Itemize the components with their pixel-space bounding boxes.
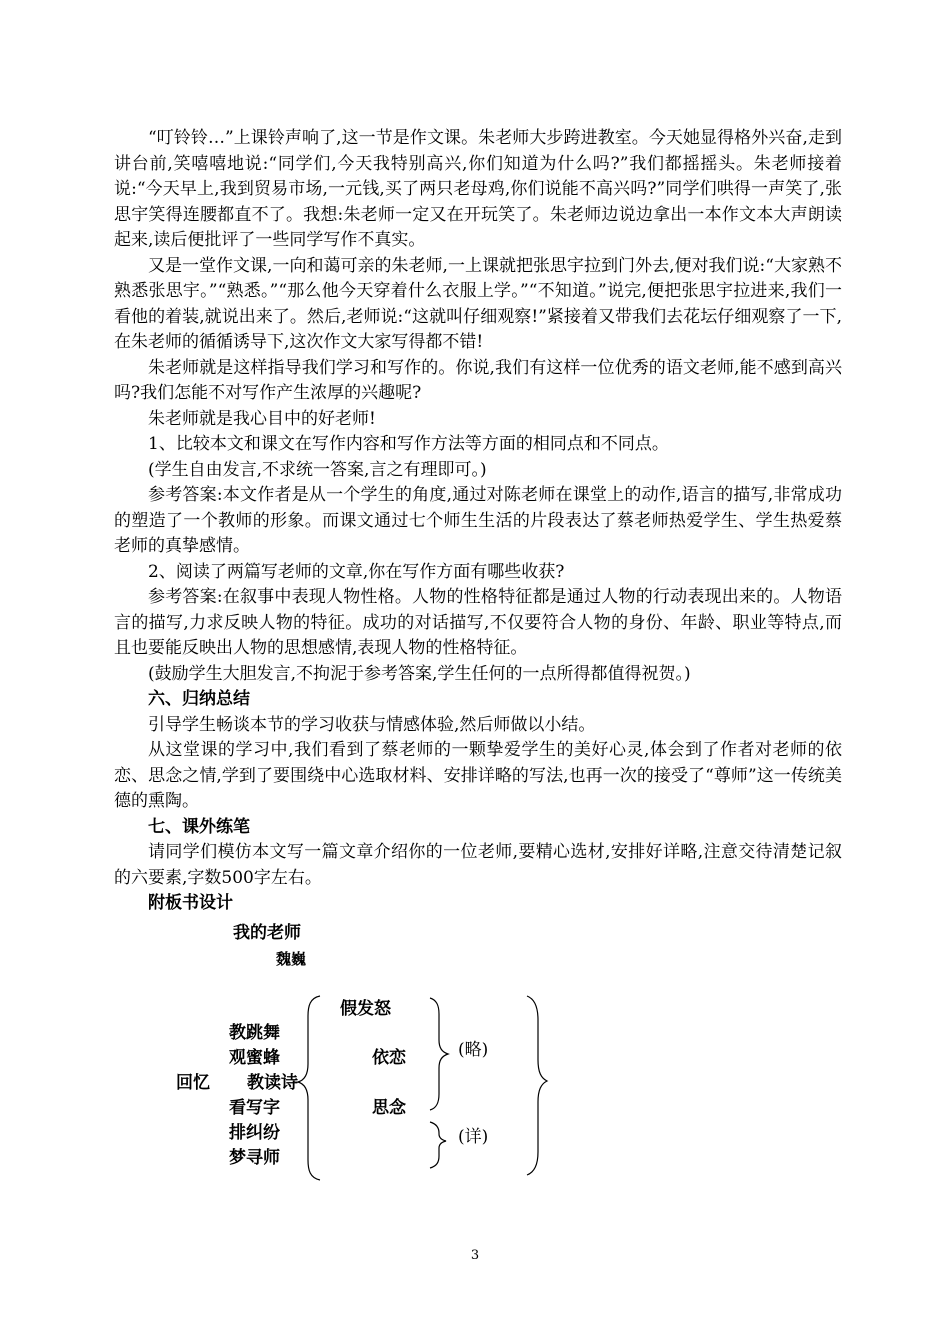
paragraph: 请同学们模仿本文写一篇文章介绍你的一位老师,要精心选材,安排好详略,注意交待清楚记叙的六要素,字数500字左右。 <box>114 842 842 888</box>
board-item: 教读诗 <box>247 1073 298 1093</box>
page-number: 3 <box>470 1248 480 1263</box>
paragraph: (学生自由发言,不求统一答案,言之有理即可。) <box>148 459 487 480</box>
question-2: 2、阅读了两篇写老师的文章,你在写作方面有哪些收获? <box>148 561 565 582</box>
board-author: 魏巍 <box>276 950 307 968</box>
board-item: 教跳舞 <box>229 1023 280 1043</box>
answer-2: 参考答案:在叙事中表现人物性格。人物的性格特征都是通过人物的行动表现出来的。人物语言的描写,力求反映人物的特征。成功的对话描写,不仅要符合人物的身份、年龄、职业等特点,而且也要能反映出人物的思想感情,表现人物的性格特征。 <box>114 587 842 658</box>
paragraph: 从这堂课的学习中,我们看到了蔡老师的一颗挚爱学生的美好心灵,体会到了作者对老师的依恋、思念之情,学到了要围绕中心选取材料、安排详略的写法,也再一次的接受了“尊师”这一传统美德的熏陶。 <box>114 740 842 811</box>
board-heading: 附板书设计 <box>148 893 233 913</box>
middle-brace-brief <box>430 998 448 1110</box>
board-middle-item: 依恋 <box>372 1048 406 1068</box>
board-left-label: 回忆 <box>176 1073 210 1093</box>
paragraph: 引导学生畅谈本节的学习收获与情感体验,然后师做以小结。 <box>148 714 596 735</box>
paragraph: 朱老师就是我心目中的好老师! <box>148 408 376 429</box>
board-item: 排纠纷 <box>229 1123 280 1143</box>
paragraph: “叮铃铃…”上课铃声响了,这一节是作文课。朱老师大步跨进教室。今天她显得格外兴奋,走到讲台前,笑嘻嘻地说:“同学们,今天我特别高兴,你们知道为什么吗?”我们都摇摇头。朱老师接着说:“今天早上,我到贸易市场,一元钱,买了两只老母鸡,你们说能不高兴吗?”同学们哄得一声笑了,张思宇笑得连腰都直不了。我想:朱老师一定又在开玩笑了。朱老师边说边拿出一本作文本大声朗读起来,读后便批评了一些同学写作不真实。 <box>114 128 842 250</box>
board-item: 梦寻师 <box>229 1148 280 1168</box>
board-brief-label: (略) <box>458 1040 489 1060</box>
section-heading: 六、归纳总结 <box>148 689 250 709</box>
board-item: 看写字 <box>229 1098 280 1118</box>
paragraph: 朱老师就是这样指导我们学习和写作的。你说,我们有这样一位优秀的语文老师,能不感到高兴吗?我们怎能不对写作产生浓厚的兴趣呢? <box>114 357 842 403</box>
outer-brace <box>527 996 547 1175</box>
board-middle-item: 假发怒 <box>340 999 391 1019</box>
board-middle-item: 思念 <box>372 1098 406 1118</box>
paragraph: (鼓励学生大胆发言,不拘泥于参考答案,学生任何的一点所得都值得祝贺。) <box>148 663 691 684</box>
section-heading: 七、课外练笔 <box>148 816 250 837</box>
middle-brace-detail <box>430 1122 446 1168</box>
board-item: 观蜜蜂 <box>229 1048 280 1068</box>
paragraph: 又是一堂作文课,一向和蔼可亲的朱老师,一上课就把张思宇拉到门外去,便对我们说:“大家熟不熟悉张思宇。”“熟悉。”“那么他今天穿着什么衣服上学。”“不知道。”说完,便把张思宇拉进来,我们一看他的着装,就说出来了。然后,老师说:“这就叫仔细观察!”紧接着又带我们去花坛仔细观察了一下,在朱老师的循循诱导下,这次作文大家写得都不错! <box>114 255 842 352</box>
answer-1: 参考答案:本文作者是从一个学生的角度,通过对陈老师在课堂上的动作,语言的描写,非常成功的塑造了一个教师的形象。而课文通过七个师生生活的片段表达了蔡老师热爱学生、学生热爱蔡老师的真挚感情。 <box>114 485 842 556</box>
board-detail-label: (详) <box>458 1127 489 1147</box>
question-1: 1、比较本文和课文在写作内容和写作方法等方面的相同点和不同点。 <box>148 434 669 454</box>
left-brace <box>298 996 320 1180</box>
board-title: 我的老师 <box>233 923 301 943</box>
